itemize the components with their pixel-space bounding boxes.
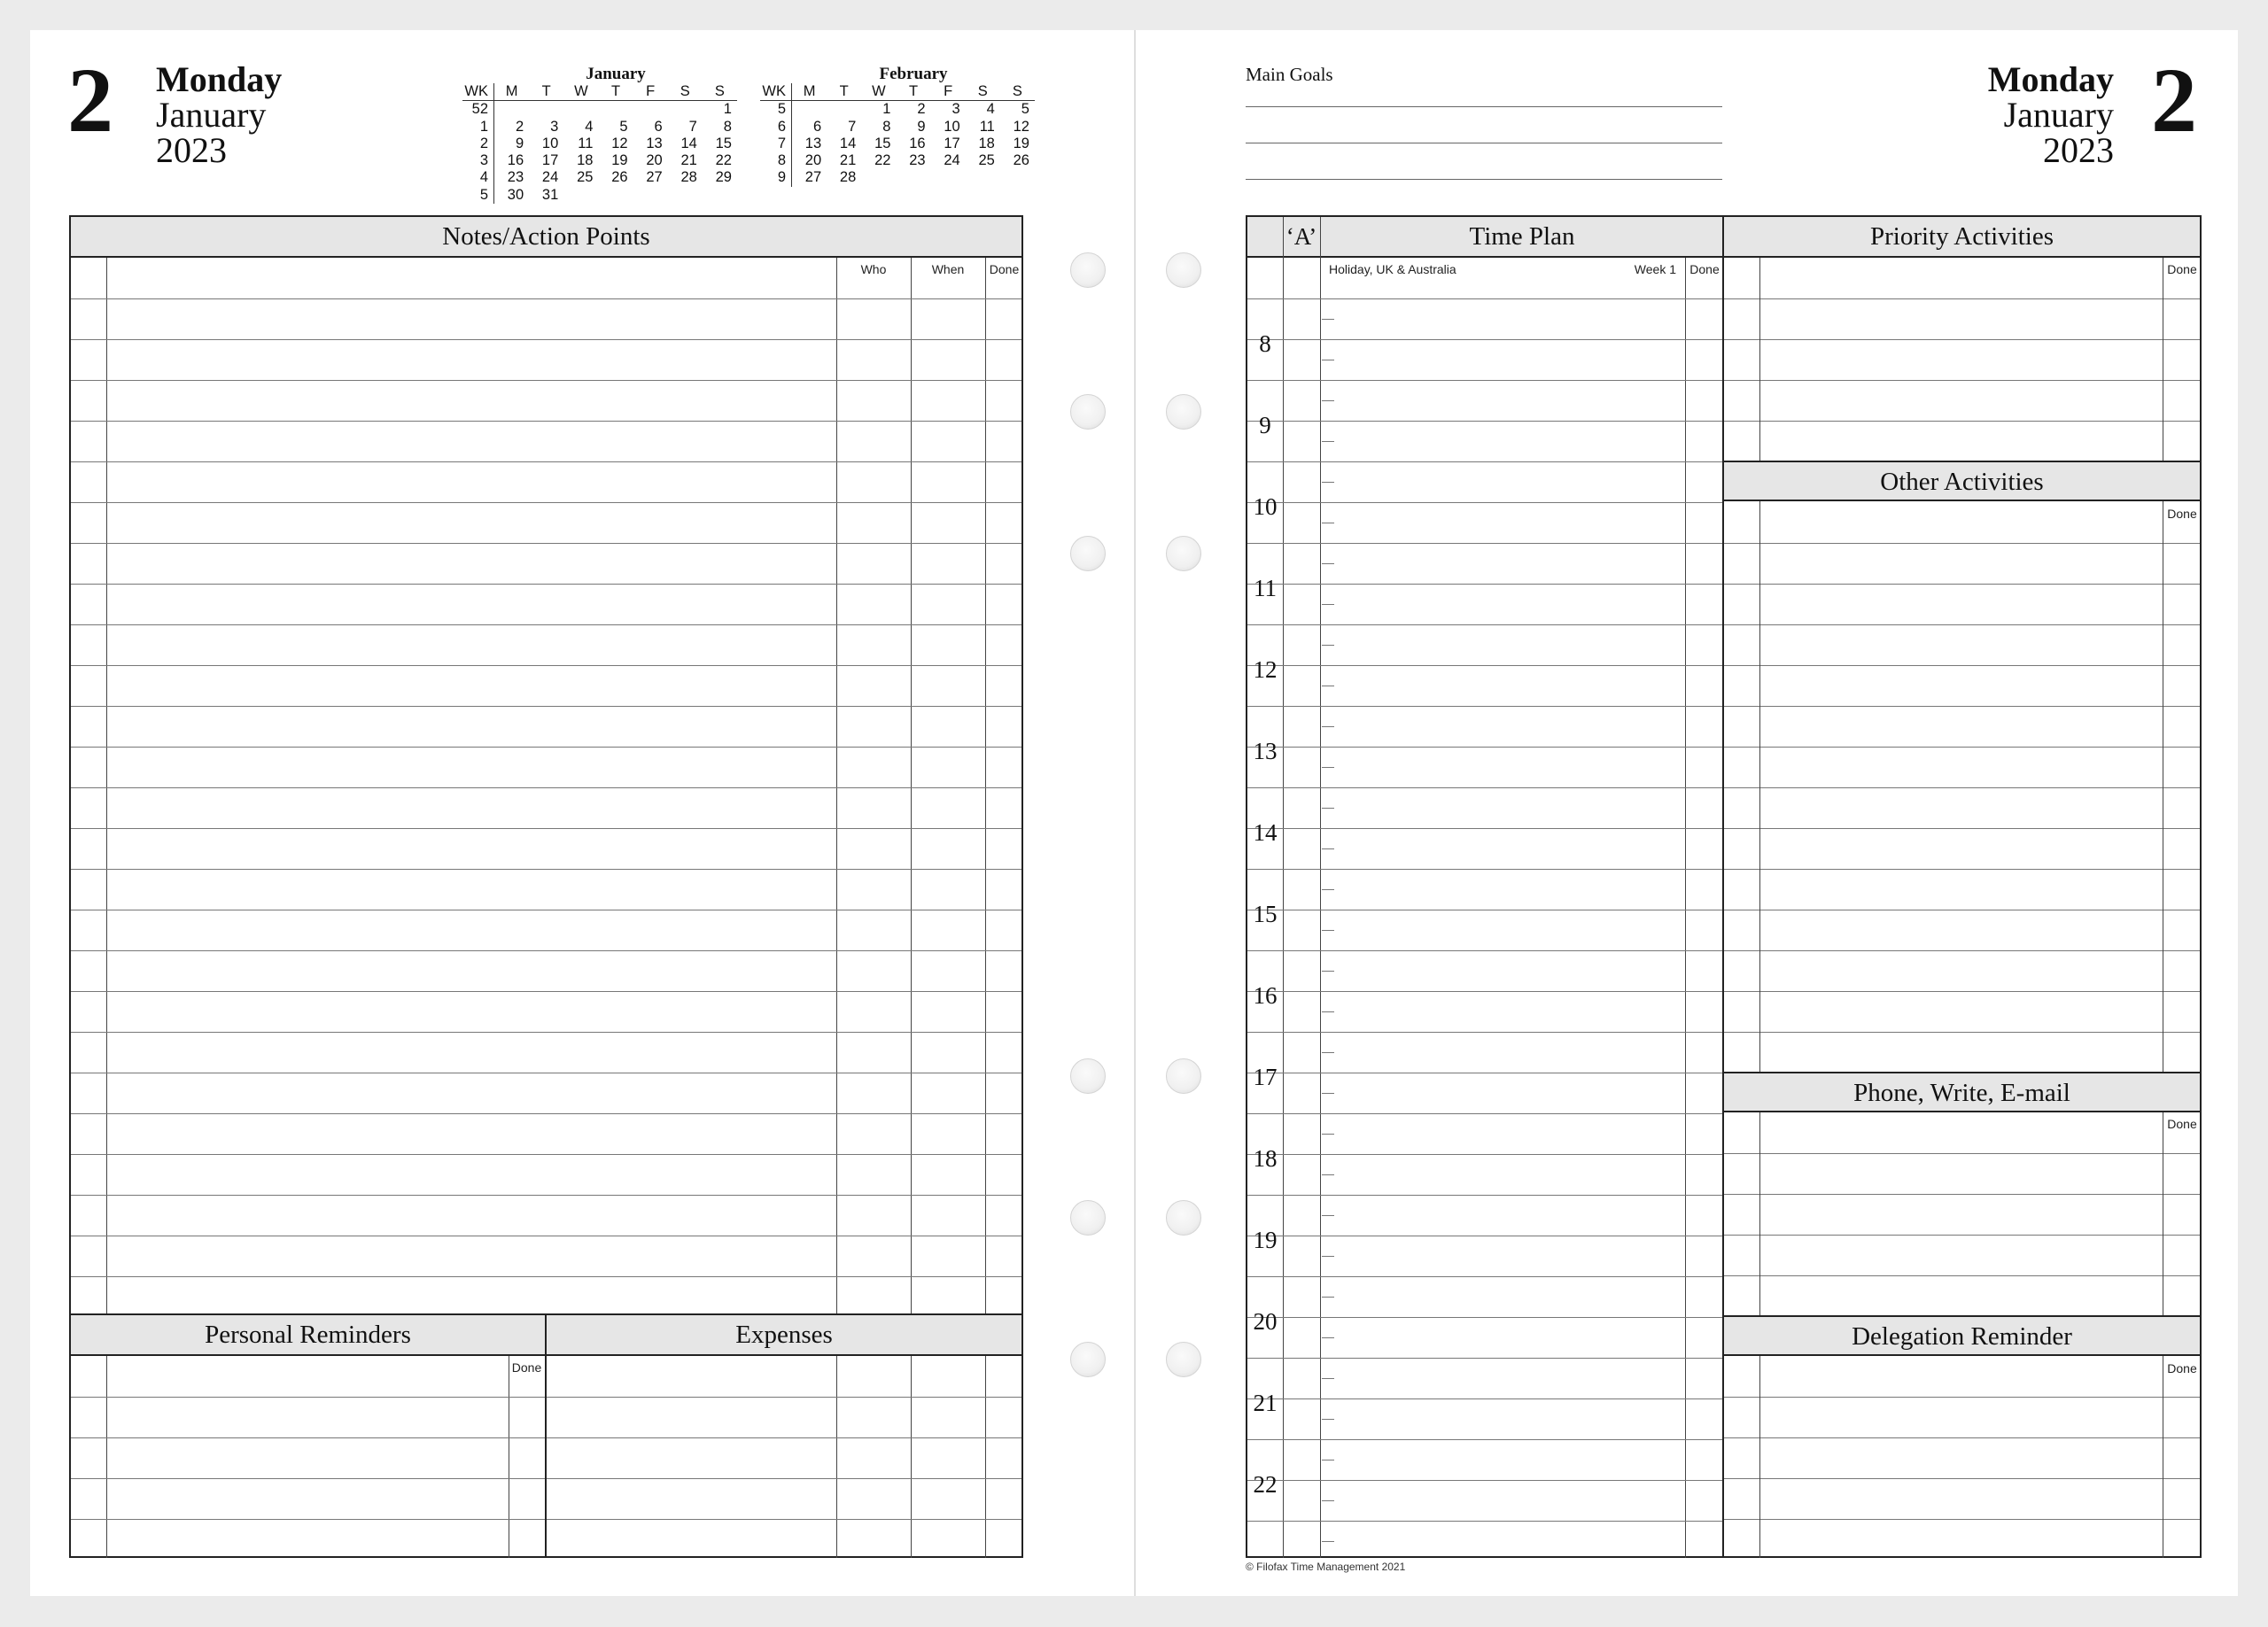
- ruled-line: [1247, 665, 1722, 666]
- half-hour-tick: [1322, 1093, 1334, 1094]
- ruled-line: [1724, 1397, 2200, 1398]
- ruled-line: [1724, 828, 2200, 829]
- weekday-header: S: [703, 83, 737, 101]
- mini-calendar-title: January: [586, 65, 646, 83]
- ruled-line: [547, 1478, 1021, 1479]
- ruled-line: [71, 665, 1021, 666]
- hour-label: 18: [1253, 1145, 1278, 1172]
- ruled-line: [1247, 421, 1722, 422]
- weekday-header: M: [494, 83, 529, 101]
- half-hour-tick: [1322, 400, 1334, 401]
- ruled-line: [71, 502, 1021, 503]
- half-hour-tick: [1322, 808, 1334, 809]
- punch-hole: [1070, 252, 1106, 288]
- week-number-cell: 5: [462, 187, 494, 204]
- week-number-cell: 6: [760, 119, 792, 136]
- main-goals-line: [1246, 106, 1722, 107]
- weekday-left: Monday: [156, 59, 283, 99]
- weekday-header: S: [1000, 83, 1035, 101]
- ruled-line: [1247, 543, 1722, 544]
- other-activities-done-header: Done: [2167, 507, 2197, 521]
- weekday-header: T: [598, 83, 633, 101]
- weekday-header: F: [633, 83, 668, 101]
- day-cell: 21: [680, 152, 697, 169]
- expenses-section: [545, 1313, 1023, 1558]
- weekday-header: T: [896, 83, 930, 101]
- day-cell: 9: [515, 135, 524, 151]
- ruled-line: [547, 1519, 1021, 1520]
- ruled-line: [1247, 1358, 1722, 1359]
- day-cell: 24: [541, 169, 559, 186]
- punch-hole: [1070, 1058, 1106, 1094]
- day-cell: 2: [917, 101, 926, 118]
- half-hour-tick: [1322, 1011, 1334, 1012]
- day-cell: 13: [804, 135, 822, 151]
- ruled-line: [71, 869, 1021, 870]
- ruled-line: [1724, 1153, 2200, 1154]
- half-hour-tick: [1322, 1215, 1334, 1216]
- half-hour-tick: [1322, 1052, 1334, 1053]
- hour-label: 22: [1253, 1471, 1278, 1498]
- personal-reminders-title: Personal Reminders: [71, 1315, 545, 1356]
- day-cell: [633, 187, 668, 204]
- day-cell: [931, 169, 966, 186]
- ruled-line: [1724, 380, 2200, 381]
- punch-hole: [1166, 536, 1201, 571]
- day-cell: 19: [1013, 135, 1029, 151]
- right-column-frame: [1722, 215, 2202, 1558]
- day-cell: 14: [680, 135, 697, 151]
- day-cell: 15: [715, 135, 732, 151]
- ruled-line: [1247, 380, 1722, 381]
- ruled-line: [71, 543, 1021, 544]
- day-cell: 1: [723, 101, 732, 118]
- ruled-line: [71, 1519, 545, 1520]
- ruled-line: [1247, 502, 1722, 503]
- punch-hole: [1070, 536, 1106, 571]
- ruled-line: [1247, 991, 1722, 992]
- week-number-cell: 3: [462, 152, 494, 169]
- ruled-line: [71, 421, 1021, 422]
- ruled-line: [1247, 706, 1722, 707]
- day-cell: 22: [874, 152, 891, 169]
- ruled-line: [1247, 1154, 1722, 1155]
- phone-write-email-done-header: Done: [2167, 1117, 2197, 1131]
- day-cell: 1: [882, 101, 891, 118]
- week-number-cell: 5: [760, 101, 792, 118]
- ruled-line: [71, 787, 1021, 788]
- hour-label: 14: [1253, 819, 1278, 846]
- half-hour-tick: [1322, 1337, 1334, 1338]
- punch-hole: [1166, 394, 1201, 430]
- hour-label: 20: [1253, 1308, 1278, 1335]
- ruled-line: [547, 1397, 1021, 1398]
- day-cell: [792, 101, 827, 118]
- day-cell: 15: [874, 135, 891, 151]
- weekday-header: S: [668, 83, 703, 101]
- half-hour-tick: [1322, 1500, 1334, 1501]
- punch-hole: [1070, 1342, 1106, 1377]
- main-goals-label: Main Goals: [1246, 64, 1333, 85]
- ruled-line: [71, 298, 1021, 299]
- ruled-line: [71, 1276, 1021, 1277]
- ruled-line: [71, 706, 1021, 707]
- binding-gutter: [1134, 30, 1136, 1596]
- half-hour-tick: [1322, 930, 1334, 931]
- ruled-line: [1247, 747, 1722, 748]
- year-left: 2023: [156, 130, 227, 170]
- ruled-line: [71, 747, 1021, 748]
- ruled-line: [1247, 1195, 1722, 1196]
- week-header: WK: [462, 83, 494, 101]
- day-cell: 16: [909, 135, 926, 151]
- priority-activities-done-header: Done: [2167, 262, 2197, 276]
- day-cell: [1000, 169, 1035, 186]
- ruled-line: [1724, 1437, 2200, 1438]
- day-cell: 18: [978, 135, 995, 151]
- day-cell: 4: [585, 118, 594, 135]
- day-cell: [598, 187, 633, 204]
- half-hour-tick: [1322, 604, 1334, 605]
- half-hour-tick: [1322, 889, 1334, 890]
- day-cell: 13: [646, 135, 663, 151]
- notes-who-header: Who: [860, 262, 887, 276]
- half-hour-tick: [1322, 1297, 1334, 1298]
- ruled-line: [71, 1154, 1021, 1155]
- ruled-line: [1247, 1113, 1722, 1114]
- day-cell: [529, 101, 563, 118]
- personal-reminders-section: [69, 1313, 547, 1558]
- ruled-line: [1724, 706, 2200, 707]
- day-cell: [563, 187, 598, 204]
- hour-label: 13: [1253, 738, 1278, 764]
- hour-label: 10: [1253, 493, 1278, 520]
- half-hour-tick: [1322, 1541, 1334, 1542]
- month-right: January: [2003, 95, 2114, 135]
- day-cell: 17: [541, 152, 559, 169]
- priority-activities-title: Priority Activities: [1724, 217, 2200, 258]
- ruled-line: [1724, 1478, 2200, 1479]
- weekday-header: T: [529, 83, 563, 101]
- day-cell: [827, 101, 861, 118]
- ruled-line: [71, 950, 1021, 951]
- ruled-line: [1247, 1276, 1722, 1277]
- day-cell: 8: [723, 118, 732, 135]
- punch-hole: [1166, 1058, 1201, 1094]
- day-cell: 16: [507, 152, 524, 169]
- margin-line: [1759, 258, 1760, 461]
- day-cell: 26: [1013, 152, 1029, 169]
- ruled-line: [71, 1437, 545, 1438]
- ruled-line: [1247, 787, 1722, 788]
- punch-hole: [1070, 394, 1106, 430]
- time-plan-done-header: Done: [1689, 262, 1720, 276]
- ruled-line: [1724, 584, 2200, 585]
- expenses-title: Expenses: [547, 1315, 1021, 1356]
- day-cell: 11: [979, 118, 995, 135]
- day-number-right: 2: [2151, 50, 2197, 151]
- day-cell: 5: [1021, 101, 1029, 118]
- day-cell: 14: [839, 135, 857, 151]
- ruled-line: [1247, 339, 1722, 340]
- day-cell: [668, 101, 703, 118]
- half-hour-tick: [1322, 1419, 1334, 1420]
- ruled-line: [1247, 298, 1722, 299]
- half-hour-tick: [1322, 441, 1334, 442]
- day-cell: 20: [804, 152, 822, 169]
- ruled-line: [1247, 1521, 1722, 1522]
- ruled-line: [1247, 1480, 1722, 1481]
- margin-line: [1759, 501, 1760, 1072]
- margin-line: [1759, 1356, 1760, 1558]
- mini-calendar-february: [760, 66, 1035, 187]
- ruled-line: [1247, 461, 1722, 462]
- ruled-line: [71, 991, 1021, 992]
- day-cell: 26: [611, 169, 628, 186]
- ruled-line: [1724, 1194, 2200, 1195]
- day-cell: 10: [541, 135, 559, 151]
- ruled-line: [1724, 991, 2200, 992]
- half-hour-tick: [1322, 645, 1334, 646]
- ruled-line: [1247, 1398, 1722, 1399]
- week-number-cell: 52: [462, 101, 494, 118]
- day-cell: 25: [577, 169, 594, 186]
- half-hour-tick: [1322, 319, 1334, 320]
- ruled-line: [1724, 624, 2200, 625]
- day-cell: 6: [654, 118, 663, 135]
- other-activities-title: Other Activities: [1724, 461, 2200, 501]
- week-number-cell: 2: [462, 136, 494, 152]
- day-cell: 21: [839, 152, 857, 169]
- day-cell: 27: [646, 169, 663, 186]
- month-left: January: [156, 95, 267, 135]
- week-number-cell: 1: [462, 119, 494, 136]
- day-cell: 12: [1013, 118, 1029, 135]
- day-cell: 7: [688, 118, 697, 135]
- ruled-line: [71, 584, 1021, 585]
- punch-hole: [1166, 252, 1201, 288]
- mini-calendar-grid: [462, 83, 737, 204]
- ruled-line: [71, 1032, 1021, 1033]
- day-cell: 7: [848, 118, 857, 135]
- half-hour-tick: [1322, 971, 1334, 972]
- weekday-header: T: [827, 83, 861, 101]
- personal-reminders-done-header: Done: [511, 1360, 542, 1375]
- year-right: 2023: [2043, 130, 2114, 170]
- half-hour-tick: [1322, 1174, 1334, 1175]
- hour-label: 15: [1253, 901, 1278, 927]
- notes-title: Notes/Action Points: [71, 217, 1021, 258]
- day-cell: 29: [715, 169, 732, 186]
- day-cell: 10: [944, 118, 960, 135]
- ruled-line: [1724, 665, 2200, 666]
- half-hour-tick: [1322, 563, 1334, 564]
- day-cell: 27: [804, 169, 822, 186]
- ruled-line: [71, 624, 1021, 625]
- ruled-line: [1724, 787, 2200, 788]
- ruled-line: [1724, 339, 2200, 340]
- ruled-line: [1724, 1235, 2200, 1236]
- hour-label: 11: [1254, 575, 1277, 601]
- holiday-note: Holiday, UK & Australia: [1329, 262, 1456, 276]
- day-cell: 5: [619, 118, 628, 135]
- mini-calendar-title: February: [879, 65, 948, 83]
- day-cell: 3: [550, 118, 559, 135]
- time-plan-section: [1246, 215, 1724, 1558]
- ruled-line: [1724, 298, 2200, 299]
- mini-calendar-grid: [760, 83, 1035, 187]
- hour-label: 16: [1253, 982, 1278, 1009]
- half-hour-tick: [1322, 767, 1334, 768]
- ruled-line: [71, 1195, 1021, 1196]
- ruled-line: [1247, 869, 1722, 870]
- week-number-cell: 8: [760, 152, 792, 169]
- week-number-cell: 4: [462, 169, 494, 186]
- ruled-line: [547, 1437, 1021, 1438]
- ruled-line: [1247, 1439, 1722, 1440]
- ruled-line: [71, 339, 1021, 340]
- ruled-line: [71, 380, 1021, 381]
- ruled-line: [1247, 624, 1722, 625]
- day-cell: 30: [507, 186, 524, 203]
- half-hour-tick: [1322, 1134, 1334, 1135]
- ruled-line: [1247, 1032, 1722, 1033]
- ruled-line: [71, 461, 1021, 462]
- week-number-cell: 7: [760, 136, 792, 152]
- punch-hole: [1070, 1200, 1106, 1236]
- day-cell: 31: [541, 186, 559, 203]
- mini-calendar-january: [462, 66, 737, 204]
- day-cell: 20: [646, 152, 663, 169]
- day-cell: [861, 169, 896, 186]
- day-cell: [896, 169, 930, 186]
- weekday-header: W: [563, 83, 598, 101]
- week-number: Week 1: [1634, 262, 1676, 276]
- day-cell: 8: [882, 118, 891, 135]
- day-cell: [494, 101, 529, 118]
- copyright-footer: © Filofax Time Management 2021: [1246, 1561, 1406, 1573]
- delegation-reminder-title: Delegation Reminder: [1724, 1315, 2200, 1356]
- ruled-line: [1724, 747, 2200, 748]
- punch-hole: [1166, 1342, 1201, 1377]
- half-hour-tick: [1322, 1256, 1334, 1257]
- day-cell: [633, 101, 668, 118]
- ruled-line: [1247, 584, 1722, 585]
- day-cell: 3: [951, 101, 960, 118]
- hour-label: 17: [1253, 1064, 1278, 1090]
- delegation-reminder-done-header: Done: [2167, 1361, 2197, 1375]
- main-goals-line: [1246, 179, 1722, 180]
- day-cell: 22: [715, 152, 732, 169]
- ruled-line: [1724, 1032, 2200, 1033]
- week-header: WK: [760, 83, 792, 101]
- ruled-line: [1724, 1519, 2200, 1520]
- ruled-line: [1247, 828, 1722, 829]
- weekday-header: F: [931, 83, 966, 101]
- day-cell: 18: [577, 152, 594, 169]
- day-cell: 9: [917, 118, 926, 135]
- hour-label: 9: [1259, 412, 1271, 438]
- weekday-right: Monday: [1987, 59, 2114, 99]
- ruled-line: [71, 1397, 545, 1398]
- day-cell: [966, 169, 1000, 186]
- day-cell: [598, 101, 633, 118]
- day-cell: 19: [611, 152, 628, 169]
- notes-section: [69, 215, 1023, 1315]
- half-hour-tick: [1322, 726, 1334, 727]
- week-number-cell: 9: [760, 169, 792, 186]
- day-cell: 23: [909, 152, 926, 169]
- day-cell: 24: [944, 152, 960, 169]
- margin-line: [1759, 1112, 1760, 1315]
- hour-label: 21: [1253, 1390, 1278, 1416]
- day-cell: 12: [611, 135, 628, 151]
- hour-label: 8: [1259, 330, 1271, 357]
- weekday-header: W: [861, 83, 896, 101]
- hour-label: 19: [1253, 1227, 1278, 1253]
- day-cell: 28: [839, 169, 857, 186]
- notes-done-header: Done: [989, 262, 1020, 276]
- time-plan-title: Time Plan: [1469, 222, 1575, 251]
- ruled-line: [1724, 950, 2200, 951]
- day-cell: 28: [680, 169, 697, 186]
- day-cell: 4: [986, 101, 995, 118]
- day-cell: [703, 187, 737, 204]
- day-cell: [668, 187, 703, 204]
- punch-hole: [1166, 1200, 1201, 1236]
- half-hour-tick: [1322, 482, 1334, 483]
- day-number-left: 2: [67, 50, 113, 151]
- phone-write-email-title: Phone, Write, E-mail: [1724, 1072, 2200, 1112]
- day-cell: 6: [812, 118, 822, 135]
- ruled-line: [71, 1478, 545, 1479]
- ruled-line: [1724, 421, 2200, 422]
- ruled-line: [1247, 950, 1722, 951]
- ruled-line: [1724, 1275, 2200, 1276]
- half-hour-tick: [1322, 1378, 1334, 1379]
- ruled-line: [1724, 543, 2200, 544]
- day-cell: 25: [978, 152, 995, 169]
- ruled-line: [71, 1113, 1021, 1114]
- a-priority-label: ‘A’: [1285, 223, 1317, 250]
- day-cell: 17: [944, 135, 960, 151]
- half-hour-tick: [1322, 848, 1334, 849]
- day-cell: 23: [507, 169, 524, 186]
- day-cell: 11: [578, 135, 594, 151]
- ruled-line: [71, 828, 1021, 829]
- weekday-header: S: [966, 83, 1000, 101]
- day-cell: 2: [515, 118, 524, 135]
- hour-label: 12: [1253, 656, 1278, 683]
- ruled-line: [1724, 869, 2200, 870]
- day-cell: [563, 101, 598, 118]
- ruled-line: [1247, 1317, 1722, 1318]
- notes-when-header: When: [931, 262, 965, 276]
- weekday-header: M: [792, 83, 827, 101]
